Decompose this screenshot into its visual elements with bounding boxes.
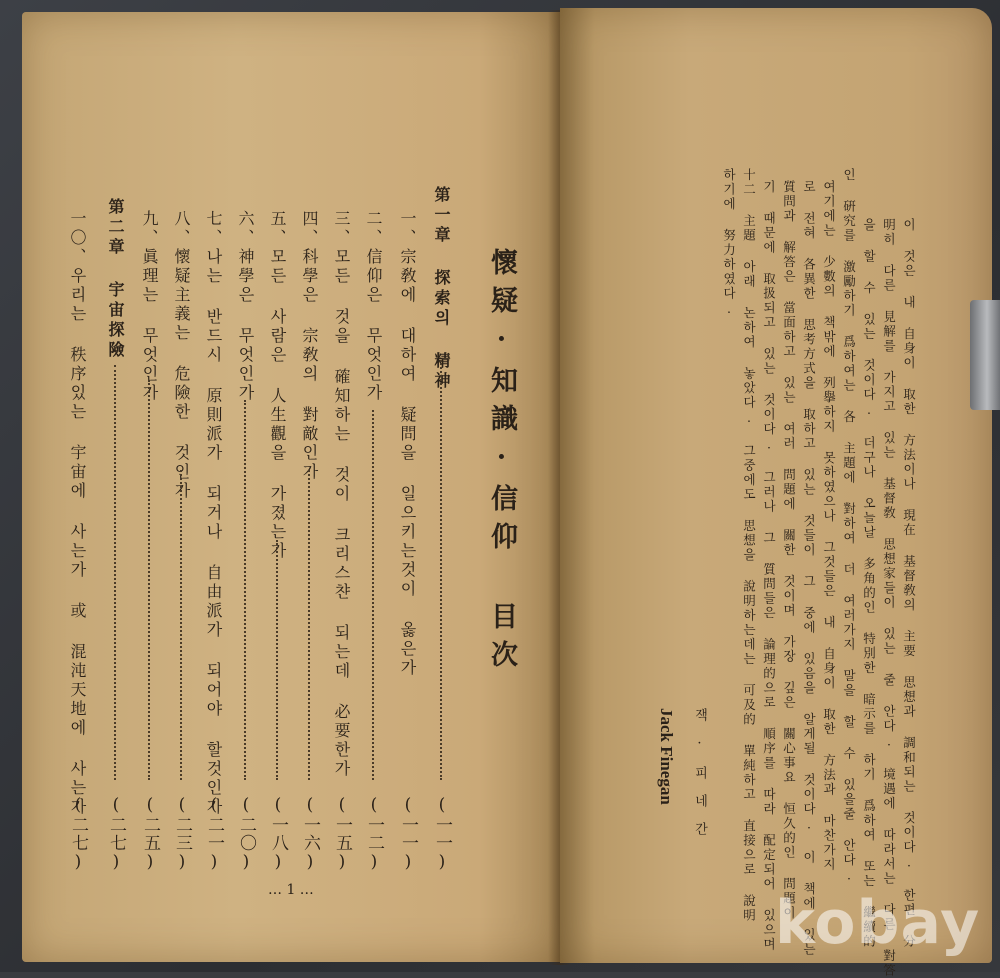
toc-item-8-page: (二三) — [172, 795, 192, 873]
toc-item-4-page: (一六) — [300, 795, 320, 873]
toc-item-10: 一〇、우리는 秩序있는 宇宙에 사는가 或 混沌天地에 사는가 — [68, 210, 87, 817]
toc-item-7: 七、나는 반드시 原則派가 되거나 自由派가 되어야 할것인가 — [204, 210, 223, 817]
body-line-9: 十二 主題 아래 논하여 놓았다. 그중에도 思想을 說明하는데는 可及的 單純하고 直接으로 說明 — [741, 168, 757, 923]
body-line-10: 하기에 努力하였다. — [721, 168, 737, 318]
toc-item-9: 九、眞理는 무엇인가 — [140, 210, 159, 403]
chapter-1-heading: 第一章 探索의 精神 — [432, 186, 451, 392]
toc-item-6: 六、神學은 무엇인가 — [236, 210, 255, 403]
chapter-1-page: (一一) — [432, 795, 452, 873]
page-number: … 1 … — [268, 882, 314, 898]
toc-item-6-page: (二〇) — [236, 795, 256, 873]
leader-dots — [148, 380, 152, 780]
leader-dots — [276, 540, 280, 780]
watermark: kobay — [775, 888, 981, 958]
leader-dots — [244, 400, 248, 780]
body-line-4: 인 硏究를 激勵하기 爲하여는 各 主題에 對하여 더 여러가지 말을 할 수 있을줄 안다. — [841, 168, 857, 885]
toc-item-3-page: (一五) — [332, 795, 352, 873]
toc-title: 懷疑·知識·信仰 目次 — [486, 248, 517, 678]
toc-item-2: 二、信仰은 무엇인가 — [364, 210, 383, 403]
body-line-6: 로 전혀 各異한 思考方式을 取하고 있는 것들이 그 중에 있음을 알게될 것이다. 이 책에 있는 — [801, 180, 817, 957]
toc-item-1: 一、宗敎에 대하여 疑問을 일으키는것이 옳은가 — [398, 210, 417, 678]
body-line-2: 明히 다른 見解를 가지고 있는 基督敎 思想家들이 있는 줄 안다. 境遇에 따라서는 다른 對答 — [881, 218, 897, 978]
body-line-8: 기 때문에 取扱되고 있는 것이다. 그러나 그 質問들은 論理的으로 順序를 따라 配定되어 있으며 — [761, 180, 777, 952]
toc-item-8: 八、懷疑主義는 危險한 것인가 — [172, 210, 191, 501]
body-line-3: 을 할 수 있는 것이다. 더구나 오늘날 多角的인 特別한 暗示를 하기 爲하여 또는 繼續的 — [861, 218, 877, 949]
toc-item-10-page: (二七) — [68, 795, 88, 873]
leader-dots — [308, 470, 312, 780]
leader-dots — [372, 410, 376, 780]
body-line-7: 質問과 解答은 當面하고 있는 여러 問題에 關한 것이며 가장 깊은 關心事요 恒久的인 問題이 — [781, 180, 797, 921]
leader-dots — [440, 360, 444, 780]
body-line-5: 여기에는 少數의 책밖에 列擧하지 못하였으나 그것들은 내 自身이 取한 方法과 마찬가지 — [821, 180, 837, 872]
toc-item-4: 四、科學은 宗敎의 對敵인가 — [300, 210, 319, 482]
toc-item-1-page: (一一) — [398, 795, 418, 873]
toc-item-5-page: (一八) — [268, 795, 288, 873]
toc-item-3: 三、모든 것을 確知하는 것이 크리스챤 되는데 必要한가 — [332, 210, 351, 779]
toc-item-7-page: (二一) — [204, 795, 224, 873]
chapter-2-heading: 第二章 宇宙探險 — [106, 198, 125, 361]
body-line-1: 이 것은 내 自身이 取한 方法이나 現在 基督敎의 主要 思想과 調和되는 것이다. 한편 分 — [901, 218, 917, 949]
leader-dots — [114, 365, 118, 780]
toc-item-9-page: (二五) — [140, 795, 160, 873]
chapter-2-page: (二七) — [106, 795, 126, 873]
metal-clip — [970, 300, 1000, 410]
toc-item-5: 五、모든 사람은 人生觀을 가졌는가 — [268, 210, 287, 561]
author-signature-korean: 잭 · 피 네 간 — [692, 708, 707, 835]
author-signature-english: Jack Finegan — [657, 708, 676, 805]
left-page — [22, 12, 560, 962]
leader-dots — [180, 470, 184, 780]
toc-item-2-page: (一二) — [364, 795, 384, 873]
